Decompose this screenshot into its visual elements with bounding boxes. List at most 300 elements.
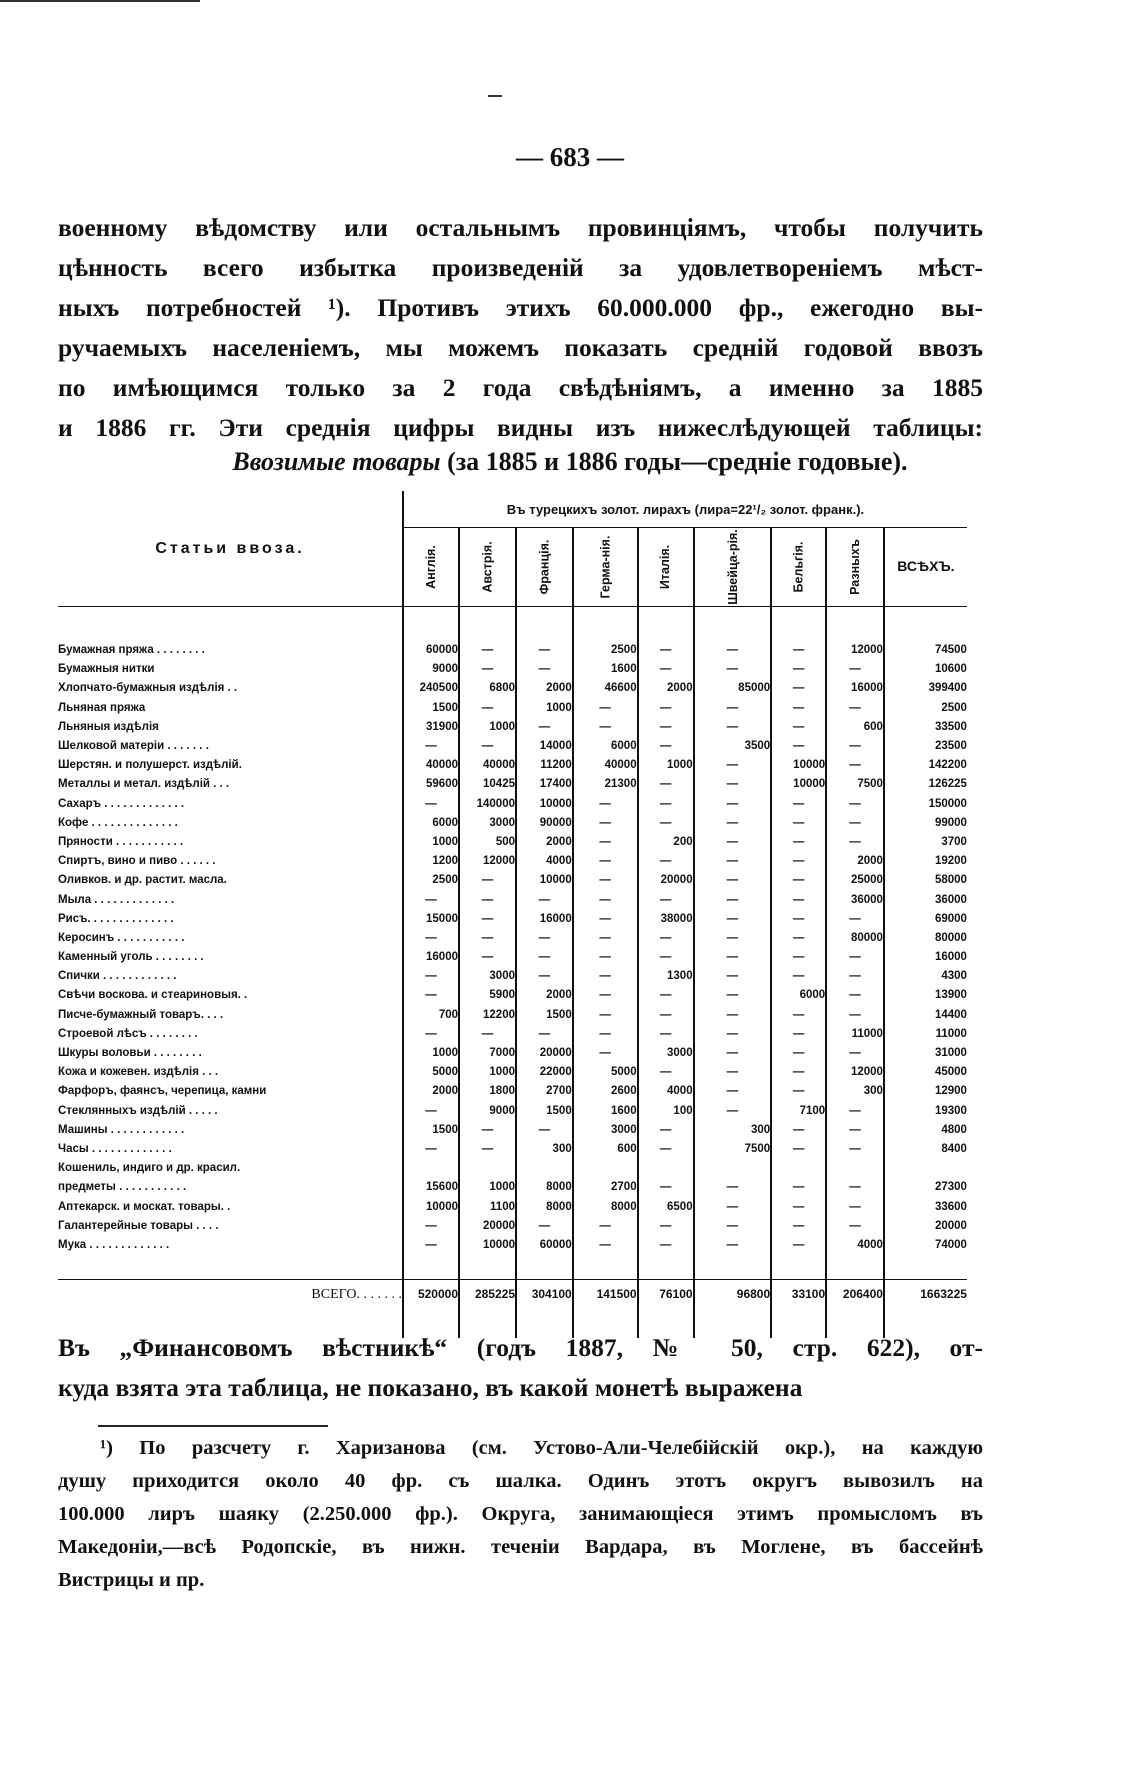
spacer-cell [403,1255,459,1280]
table-cell: — [771,1121,826,1140]
header-separator [58,607,967,642]
table-cell: 2000 [516,986,573,1005]
separator-cell [459,607,516,642]
table-cell: 36000 [826,890,884,909]
table-cell: — [459,699,516,718]
table-row [58,756,967,775]
table-cell: — [771,814,826,833]
table-cell: — [826,1006,884,1025]
table-cell: — [573,795,638,814]
table-cell: 15600 [403,1178,459,1197]
page-number: — 683 — [516,142,624,172]
table-cell: 2600 [573,1082,638,1101]
table-cell: 1100 [459,1197,516,1216]
table-cell: 2500 [573,641,638,660]
table-cell: — [573,1044,638,1063]
body-line: цѣнность всего избытка произведеній за удовлетвореніемъ мѣст- [58,253,983,282]
table-cell: — [826,1121,884,1140]
table-cell: 22000 [516,1063,573,1082]
table-cell: — [638,986,694,1005]
row-label: Спиртъ, вино и пиво . . . . . . [58,855,216,868]
table-cell: 1000 [638,756,694,775]
table-cell: 46600 [573,679,638,698]
table-cell [826,1159,884,1178]
row-total: 4800 [884,1121,967,1140]
row-label: Писче-бумажный товаръ. . . . [58,1008,224,1021]
table-cell [638,1159,694,1178]
table-cell: 1500 [403,1121,459,1140]
table-cell: 8000 [573,1197,638,1216]
footnote-line: ¹) По разсчету г. Харизанова (см. Устово-Али-Челебійскій окр.), на каждую [100,1437,983,1459]
table-cell: 17400 [516,775,573,794]
column-header-label: Разныхъ [848,539,863,595]
separator-cell [403,607,459,642]
table-cell: 12000 [826,1063,884,1082]
table-cell: — [771,910,826,929]
table-cell: 1000 [459,1178,516,1197]
separator-cell [516,607,573,642]
table-row [58,814,967,833]
table-cell: 10000 [403,1197,459,1216]
body-line: ныхъ потребностей ¹). Противъ этихъ 60.000.000 фр., ежегодно вы- [58,293,983,322]
table-row [58,699,967,718]
table-cell: — [638,1063,694,1082]
column-header [826,528,884,607]
table-cell: — [694,795,772,814]
table-cell: — [826,910,884,929]
table-cell: — [459,948,516,967]
table-cell: — [826,986,884,1005]
table-row [58,852,967,871]
table-cell: — [403,929,459,948]
table-cell: — [694,1044,772,1063]
table-cell: — [826,756,884,775]
totals-row [58,1280,967,1309]
table-cell: 40000 [403,756,459,775]
scan-mark-top [0,0,200,2]
table-cell: — [573,814,638,833]
row-total: 74000 [884,1236,967,1255]
table-cell: — [826,660,884,679]
column-header-label: Англія. [424,545,438,589]
column-header [573,528,638,607]
row-total: 13900 [884,986,967,1005]
table-cell: — [771,1006,826,1025]
row-total: 27300 [884,1178,967,1197]
table-cell: — [826,814,884,833]
table-cell: 10000 [771,775,826,794]
table-cell: 6800 [459,679,516,698]
table-cell: 6500 [638,1197,694,1216]
table-cell: — [573,852,638,871]
table-cell: — [573,718,638,737]
table-cell: 1600 [573,660,638,679]
table-cell: — [771,1140,826,1159]
row-label: Сахаръ . . . . . . . . . . . . . [58,797,185,810]
table-cell: — [826,1140,884,1159]
table-cell: 10000 [516,795,573,814]
row-label: Шкуры воловьи . . . . . . . . [58,1047,202,1060]
table-cell: — [826,795,884,814]
row-total: 33500 [884,718,967,737]
table-cell: — [516,948,573,967]
table-cell: 300 [516,1140,573,1159]
table-row [58,1121,967,1140]
table-cell: 6000 [771,986,826,1005]
spacer-cell [884,1255,967,1280]
table-cell: — [694,871,772,890]
table-cell: — [573,948,638,967]
table-cell: — [573,929,638,948]
table-cell: 1000 [403,1044,459,1063]
table-cell [573,1159,638,1178]
table-cell: 16000 [516,910,573,929]
row-total: 33600 [884,1197,967,1216]
footnote-line: 100.000 лиръ шаяку (2.250.000 фр.). Округа, занимающіеся этимъ промысломъ въ [58,1503,983,1525]
table-cell: 2000 [516,833,573,852]
table-cell: 200 [638,833,694,852]
footnote-line: Македоніи,—всѣ Родопскіе, въ нижн. теченіи Вардара, въ Моглене, въ бассейнѣ [58,1536,983,1558]
table-cell: — [459,871,516,890]
column-total: 76100 [638,1280,694,1309]
table-cell: — [403,986,459,1005]
table-cell: — [516,1121,573,1140]
table-cell: 9000 [403,660,459,679]
table-cell: — [638,775,694,794]
table-cell [771,1159,826,1178]
footnote-line: душу приходится около 40 фр. съ шалка. Одинъ этотъ округъ вывозилъ на [58,1470,983,1492]
total-label: ВСЕГО. . . . . . . [58,1280,403,1309]
row-total: 69000 [884,910,967,929]
table-cell: — [694,986,772,1005]
table-cell [516,1159,573,1178]
table-cell: 59600 [403,775,459,794]
row-label: Бумажная пряжа . . . . . . . . [58,644,205,657]
table-cell: 3000 [459,814,516,833]
table-cell [694,1159,772,1178]
table-cell: 700 [403,1006,459,1025]
table-cell: 40000 [573,756,638,775]
row-label: Каменный уголь . . . . . . . . [58,951,204,964]
table-cell: — [403,967,459,986]
table-cell: — [694,910,772,929]
table-cell: — [826,699,884,718]
after-paragraph [58,1328,983,1408]
table-cell: — [516,718,573,737]
table-cell: 600 [826,718,884,737]
table-row [58,1236,967,1255]
table-cell: — [459,641,516,660]
row-label: Шерстян. и полушерст. издѣлій. [58,759,242,772]
row-total: 4300 [884,967,967,986]
spacer-cell [573,1255,638,1280]
table-cell: — [459,890,516,909]
table-cell: 6000 [573,737,638,756]
table-cell: — [638,814,694,833]
table-row [58,1044,967,1063]
row-label: Оливков. и др. растит. масла. [58,874,227,887]
table-cell [459,1159,516,1178]
table-cell: 1000 [459,718,516,737]
table-cell: 300 [826,1082,884,1101]
table-cell: — [638,641,694,660]
table-cell: — [694,641,772,660]
table-cell: 11000 [826,1025,884,1044]
table-cell [403,1159,459,1178]
table-cell: — [403,1236,459,1255]
table-cell: — [638,1178,694,1197]
table-cell: 5000 [573,1063,638,1082]
table-cell: 10000 [459,1236,516,1255]
table-cell: — [573,1217,638,1236]
table-cell: — [694,699,772,718]
table-cell: 1000 [403,833,459,852]
table-cell: — [694,1082,772,1101]
table-cell: 14000 [516,737,573,756]
column-header-label: Швейца-рія. [725,529,740,605]
column-total: 141500 [573,1280,638,1309]
table-cell: — [694,833,772,852]
table-cell: — [694,718,772,737]
separator-cell [884,607,967,642]
spacer-cell [516,1255,573,1280]
table-cell: — [459,910,516,929]
separator-cell [826,607,884,642]
table-cell: — [403,1217,459,1236]
table-cell: — [694,1006,772,1025]
table-row [58,1178,967,1197]
row-label: Мука . . . . . . . . . . . . . [58,1238,170,1251]
table-cell: — [694,929,772,948]
table-cell: — [573,1006,638,1025]
table-cell: — [771,1044,826,1063]
table-cell: — [826,967,884,986]
table-spacer [58,1255,967,1280]
row-label: Мыла . . . . . . . . . . . . . [58,893,175,906]
table-cell: 1300 [638,967,694,986]
table-cell: 6000 [403,814,459,833]
table-cell: — [771,679,826,698]
table-cell: — [638,699,694,718]
table-cell: — [573,699,638,718]
spacer-cell [638,1255,694,1280]
row-total: 20000 [884,1217,967,1236]
table-cell: — [771,833,826,852]
table-cell: — [459,737,516,756]
body-line: по имѣющимся только за 2 года свѣдѣніямъ, а именно за 1885 [58,373,983,402]
table-row [58,775,967,794]
table-cell: — [403,1025,459,1044]
table-cell: — [403,1102,459,1121]
table-cell: 16000 [403,948,459,967]
table-cell: 3500 [694,737,772,756]
table-cell: 2000 [516,679,573,698]
table-row [58,948,967,967]
row-total: 14400 [884,1006,967,1025]
row-label: Льняная пряжа [58,701,146,714]
table-cell: — [771,890,826,909]
table-cell: 85000 [694,679,772,698]
row-total: 399400 [884,679,967,698]
stub-header: Статьи ввоза. [155,539,305,557]
table-cell: — [694,890,772,909]
table-cell: 40000 [459,756,516,775]
separator-cell [573,607,638,642]
table-cell: — [771,871,826,890]
table-row [58,641,967,660]
table-cell: 3000 [573,1121,638,1140]
row-label: Кожа и кожевен. издѣлія . . . [58,1066,219,1079]
body-line: ручаемыхъ населеніемъ, мы можемъ показать средній годовой ввозъ [58,333,983,362]
table-cell: 7500 [826,775,884,794]
row-total: 10600 [884,660,967,679]
table-cell: 12000 [826,641,884,660]
table-cell: 25000 [826,871,884,890]
table-row [58,967,967,986]
row-total: 11000 [884,1025,967,1044]
table-cell: — [694,814,772,833]
scan-mark-dash [488,95,502,97]
table-cell: — [694,1236,772,1255]
table-cell: — [694,1102,772,1121]
table-cell: — [459,929,516,948]
table-cell: 2000 [403,1082,459,1101]
column-total: 206400 [826,1280,884,1309]
table-cell: 20000 [638,871,694,890]
table-cell: 60000 [516,1236,573,1255]
table-cell: — [573,910,638,929]
row-total: 142200 [884,756,967,775]
separator-cell [58,607,403,642]
table-cell: 12200 [459,1006,516,1025]
table-row [58,679,967,698]
table-cell: — [638,660,694,679]
column-total: 520000 [403,1280,459,1309]
table-cell: 1000 [459,1063,516,1082]
table-row [58,1102,967,1121]
table-cell: 8000 [516,1178,573,1197]
table-cell: — [694,948,772,967]
table-cell: 11200 [516,756,573,775]
table-cell: — [573,1236,638,1255]
row-label: Часы . . . . . . . . . . . . . [58,1142,172,1155]
table-cell: 7000 [459,1044,516,1063]
row-total: 58000 [884,871,967,890]
group-header: Въ турецкихъ золот. лирахъ (лира=22¹/₂ золот. франк.). [403,491,967,528]
table-cell: 31900 [403,718,459,737]
table-cell: — [573,1025,638,1044]
footnote-rule [98,1425,328,1427]
row-total: 23500 [884,737,967,756]
separator-cell [694,607,772,642]
column-header-label: Франція. [537,539,552,595]
table-cell: 10000 [516,871,573,890]
table-cell: — [826,1044,884,1063]
table-cell: — [638,852,694,871]
body-line: и 1886 гг. Эти среднія цифры видны изъ нижеслѣдующей таблицы: [58,413,983,442]
table-cell: — [638,890,694,909]
table-cell: — [573,833,638,852]
table-cell: — [459,1025,516,1044]
table-cell: — [403,737,459,756]
caption-italic: Ввозимые товары [232,447,441,476]
table-cell: — [403,890,459,909]
table-cell: — [694,967,772,986]
table-cell: — [403,1140,459,1159]
table-row [58,929,967,948]
row-total: 31000 [884,1044,967,1063]
table-cell: — [826,1217,884,1236]
table-row [58,890,967,909]
column-header-label: ВСѢХЪ. [897,558,955,574]
table-cell: — [638,1236,694,1255]
row-total: 3700 [884,833,967,852]
table-cell: — [771,699,826,718]
table-cell: — [826,948,884,967]
row-label: Спички . . . . . . . . . . . . [58,970,177,983]
row-label: Строевой лѣсъ . . . . . . . . [58,1027,198,1040]
row-total: 45000 [884,1063,967,1082]
table-row [58,1217,967,1236]
table-row [58,660,967,679]
column-header [403,528,459,607]
row-total [884,1159,967,1178]
table-cell: 12000 [459,852,516,871]
row-total: 8400 [884,1140,967,1159]
row-label: Бумажныя нитки [58,663,155,676]
table-cell: — [516,1025,573,1044]
table-cell: 10000 [771,756,826,775]
table-cell: — [826,1178,884,1197]
table-cell: — [771,1236,826,1255]
table-cell: 240500 [403,679,459,698]
row-total: 150000 [884,795,967,814]
row-label: Шелковой матеріи . . . . . . . [58,740,209,753]
table-cell: 1800 [459,1082,516,1101]
row-label: Льняныя издѣлія [58,720,159,733]
row-total: 19200 [884,852,967,871]
header-group-row [58,491,967,528]
table-cell: — [694,1217,772,1236]
table-cell: 2700 [573,1178,638,1197]
table-row [58,1082,967,1101]
row-total: 16000 [884,948,967,967]
spacer-cell [694,1255,772,1280]
row-label: Керосинъ . . . . . . . . . . . [58,931,185,944]
table-cell: — [771,1082,826,1101]
column-total: 304100 [516,1280,573,1309]
table-cell: 4000 [516,852,573,871]
table-cell: 3000 [459,967,516,986]
row-label: Металлы и метал. издѣлій . . . [58,778,230,791]
table-cell: — [516,660,573,679]
table-cell: 10425 [459,775,516,794]
row-label: Галантерейные товары . . . . [58,1219,219,1232]
table-cell: 2700 [516,1082,573,1101]
table-row [58,1159,967,1178]
table-cell: — [694,1178,772,1197]
table-cell: — [638,1121,694,1140]
table-row [58,718,967,737]
table-cell: 2500 [403,871,459,890]
table-cell: 20000 [459,1217,516,1236]
table-cell: — [638,718,694,737]
body-paragraph [58,208,983,448]
table-cell: — [771,718,826,737]
separator-cell [771,607,826,642]
table-cell: — [826,1197,884,1216]
import-table [58,491,967,1338]
